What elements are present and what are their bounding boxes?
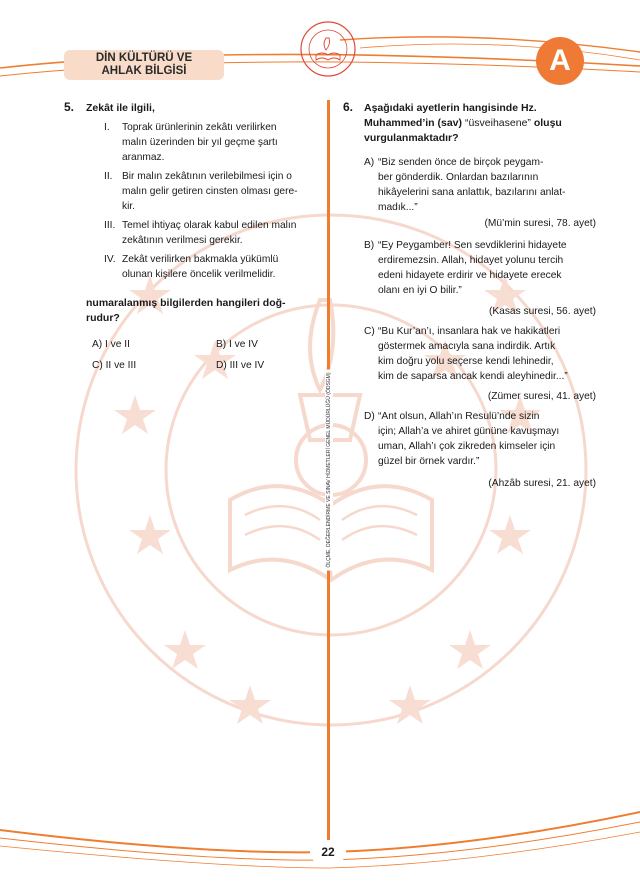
statement-numeral: I. [104, 122, 110, 133]
statement-line: malın gelir getiren cinsten olması gere- [122, 186, 298, 197]
q6-option-a-source: (Mü’min suresi, 78. ayet) [484, 218, 596, 229]
option-line: erdiremezsin. Allah, hidayet yolunu tercih [378, 255, 564, 266]
q5-statement [104, 218, 319, 248]
booklet-type-badge: A [536, 37, 584, 85]
statement-line: malın üzerinden bir yıl geçme şartı [122, 137, 278, 148]
option-line: kim doğru yolu seçerse kendi lehinedir, [378, 356, 554, 367]
statement-numeral: IV. [104, 254, 116, 265]
option-line: güzel bir örnek vardır.” [378, 456, 480, 467]
q5-statements [104, 120, 319, 282]
q5-question [86, 296, 316, 326]
option-line: kim de saparsa ancak kendi aleyhinedir...” [378, 371, 568, 382]
option-label: A) [364, 157, 375, 168]
statement-line: aranmaz. [122, 152, 165, 163]
q5-option-d[interactable]: D) III ve IV [216, 360, 265, 371]
q5-number: 5. [64, 100, 75, 114]
q5-question-line: numaralanmış bilgilerden hangileri doğ- [86, 297, 286, 309]
q5-question-line: rudur? [86, 312, 120, 324]
q5-stem: Zekât ile ilgili, [86, 102, 155, 114]
ministry-logo [301, 22, 355, 76]
option-line: hikâyelerini sana anlattık, bazılarını anlat- [378, 187, 566, 198]
statement-line: zekâtının verilmesi gerekir. [122, 235, 243, 246]
q5-statement [104, 169, 319, 214]
statement-line: Temel ihtiyaç olarak kabul edilen malın [122, 220, 297, 231]
q6-stem-bold: oluşu [533, 117, 562, 129]
option-line: madık...” [378, 202, 418, 213]
option-label: D) [364, 411, 375, 422]
statement-line: Toprak ürünlerinin zekâtı verilirken [122, 122, 277, 133]
vertical-side-label: ÖLÇME, DEĞERLENDİRME VE SINAV HİZMETLERİ GENEL MÜDÜRLÜĞÜ (ÖDSGM) [325, 369, 333, 570]
subject-title-line2: AHLAK BİLGİSİ [101, 65, 187, 77]
option-label: B) [364, 240, 375, 251]
subject-title-line1: DİN KÜLTÜRÜ VE [95, 52, 193, 64]
option-line: ber gönderdik. Onlardan bazılarının [378, 172, 539, 183]
q6-stem-line [364, 116, 594, 131]
page-number: 22 [310, 840, 346, 864]
option-line: göstermek amacıyla sana indirdik. Artık [378, 341, 556, 352]
statement-numeral: II. [104, 171, 113, 182]
q6-stem [364, 101, 594, 146]
statement-line: Bir malın zekâtının verilebilmesi için o [122, 171, 292, 182]
option-line: “Ey Peygamber! Sen sevdiklerini hidayete [378, 240, 567, 251]
q6-option-b-source: (Kasas suresi, 56. ayet) [488, 306, 596, 317]
q5-option-b[interactable]: B) I ve IV [216, 339, 258, 350]
q6-stem-line: vurgulanmaktadır? [364, 132, 459, 144]
statement-line: Zekât verilirken bakmakla yükümlü [122, 254, 279, 265]
q6-option-d-source: (Ahzâb suresi, 21. ayet) [488, 478, 596, 489]
q6-stem-line: Aşağıdaki ayetlerin hangisinde Hz. [364, 102, 537, 114]
option-line: “Biz senden önce de birçok peygam- [378, 157, 544, 168]
option-label: C) [364, 326, 375, 337]
q6-option-a[interactable] [364, 155, 596, 215]
statement-line: olunan kişilere öncelik verilmelidir. [122, 269, 276, 280]
q6-option-d[interactable] [364, 409, 596, 469]
option-line: “Ant olsun, Allah’ın Resulü’nde sizin [378, 411, 540, 422]
option-line: için; Allah’a ve ahiret gününe kavuşmayı [378, 426, 560, 437]
q5-statement [104, 252, 319, 282]
option-line: olanı en iyi O bilir.” [378, 285, 462, 296]
q6-stem-bold: Muhammed’in (sav) [364, 117, 463, 129]
q6-option-b[interactable] [364, 238, 596, 298]
statement-numeral: III. [104, 220, 116, 231]
q5-option-a[interactable]: A) I ve II [92, 339, 130, 350]
option-line: uman, Allah’ı çok zikreden kimseler için [378, 441, 556, 452]
q5-statement [104, 120, 319, 165]
q6-number: 6. [343, 100, 354, 114]
statement-line: kir. [122, 201, 136, 212]
subject-tab [64, 50, 224, 80]
q5-option-c[interactable]: C) II ve III [92, 360, 137, 371]
q6-option-c[interactable] [364, 324, 596, 384]
q6-stem-term: “üsveihasene” [462, 117, 534, 129]
option-line: “Bu Kur’an’ı, insanlara hak ve hakikatleri [378, 326, 561, 337]
option-line: edeni hidayete erdirir ve hidayete erecek [378, 270, 562, 281]
q6-option-c-source: (Zümer suresi, 41. ayet) [487, 391, 596, 402]
